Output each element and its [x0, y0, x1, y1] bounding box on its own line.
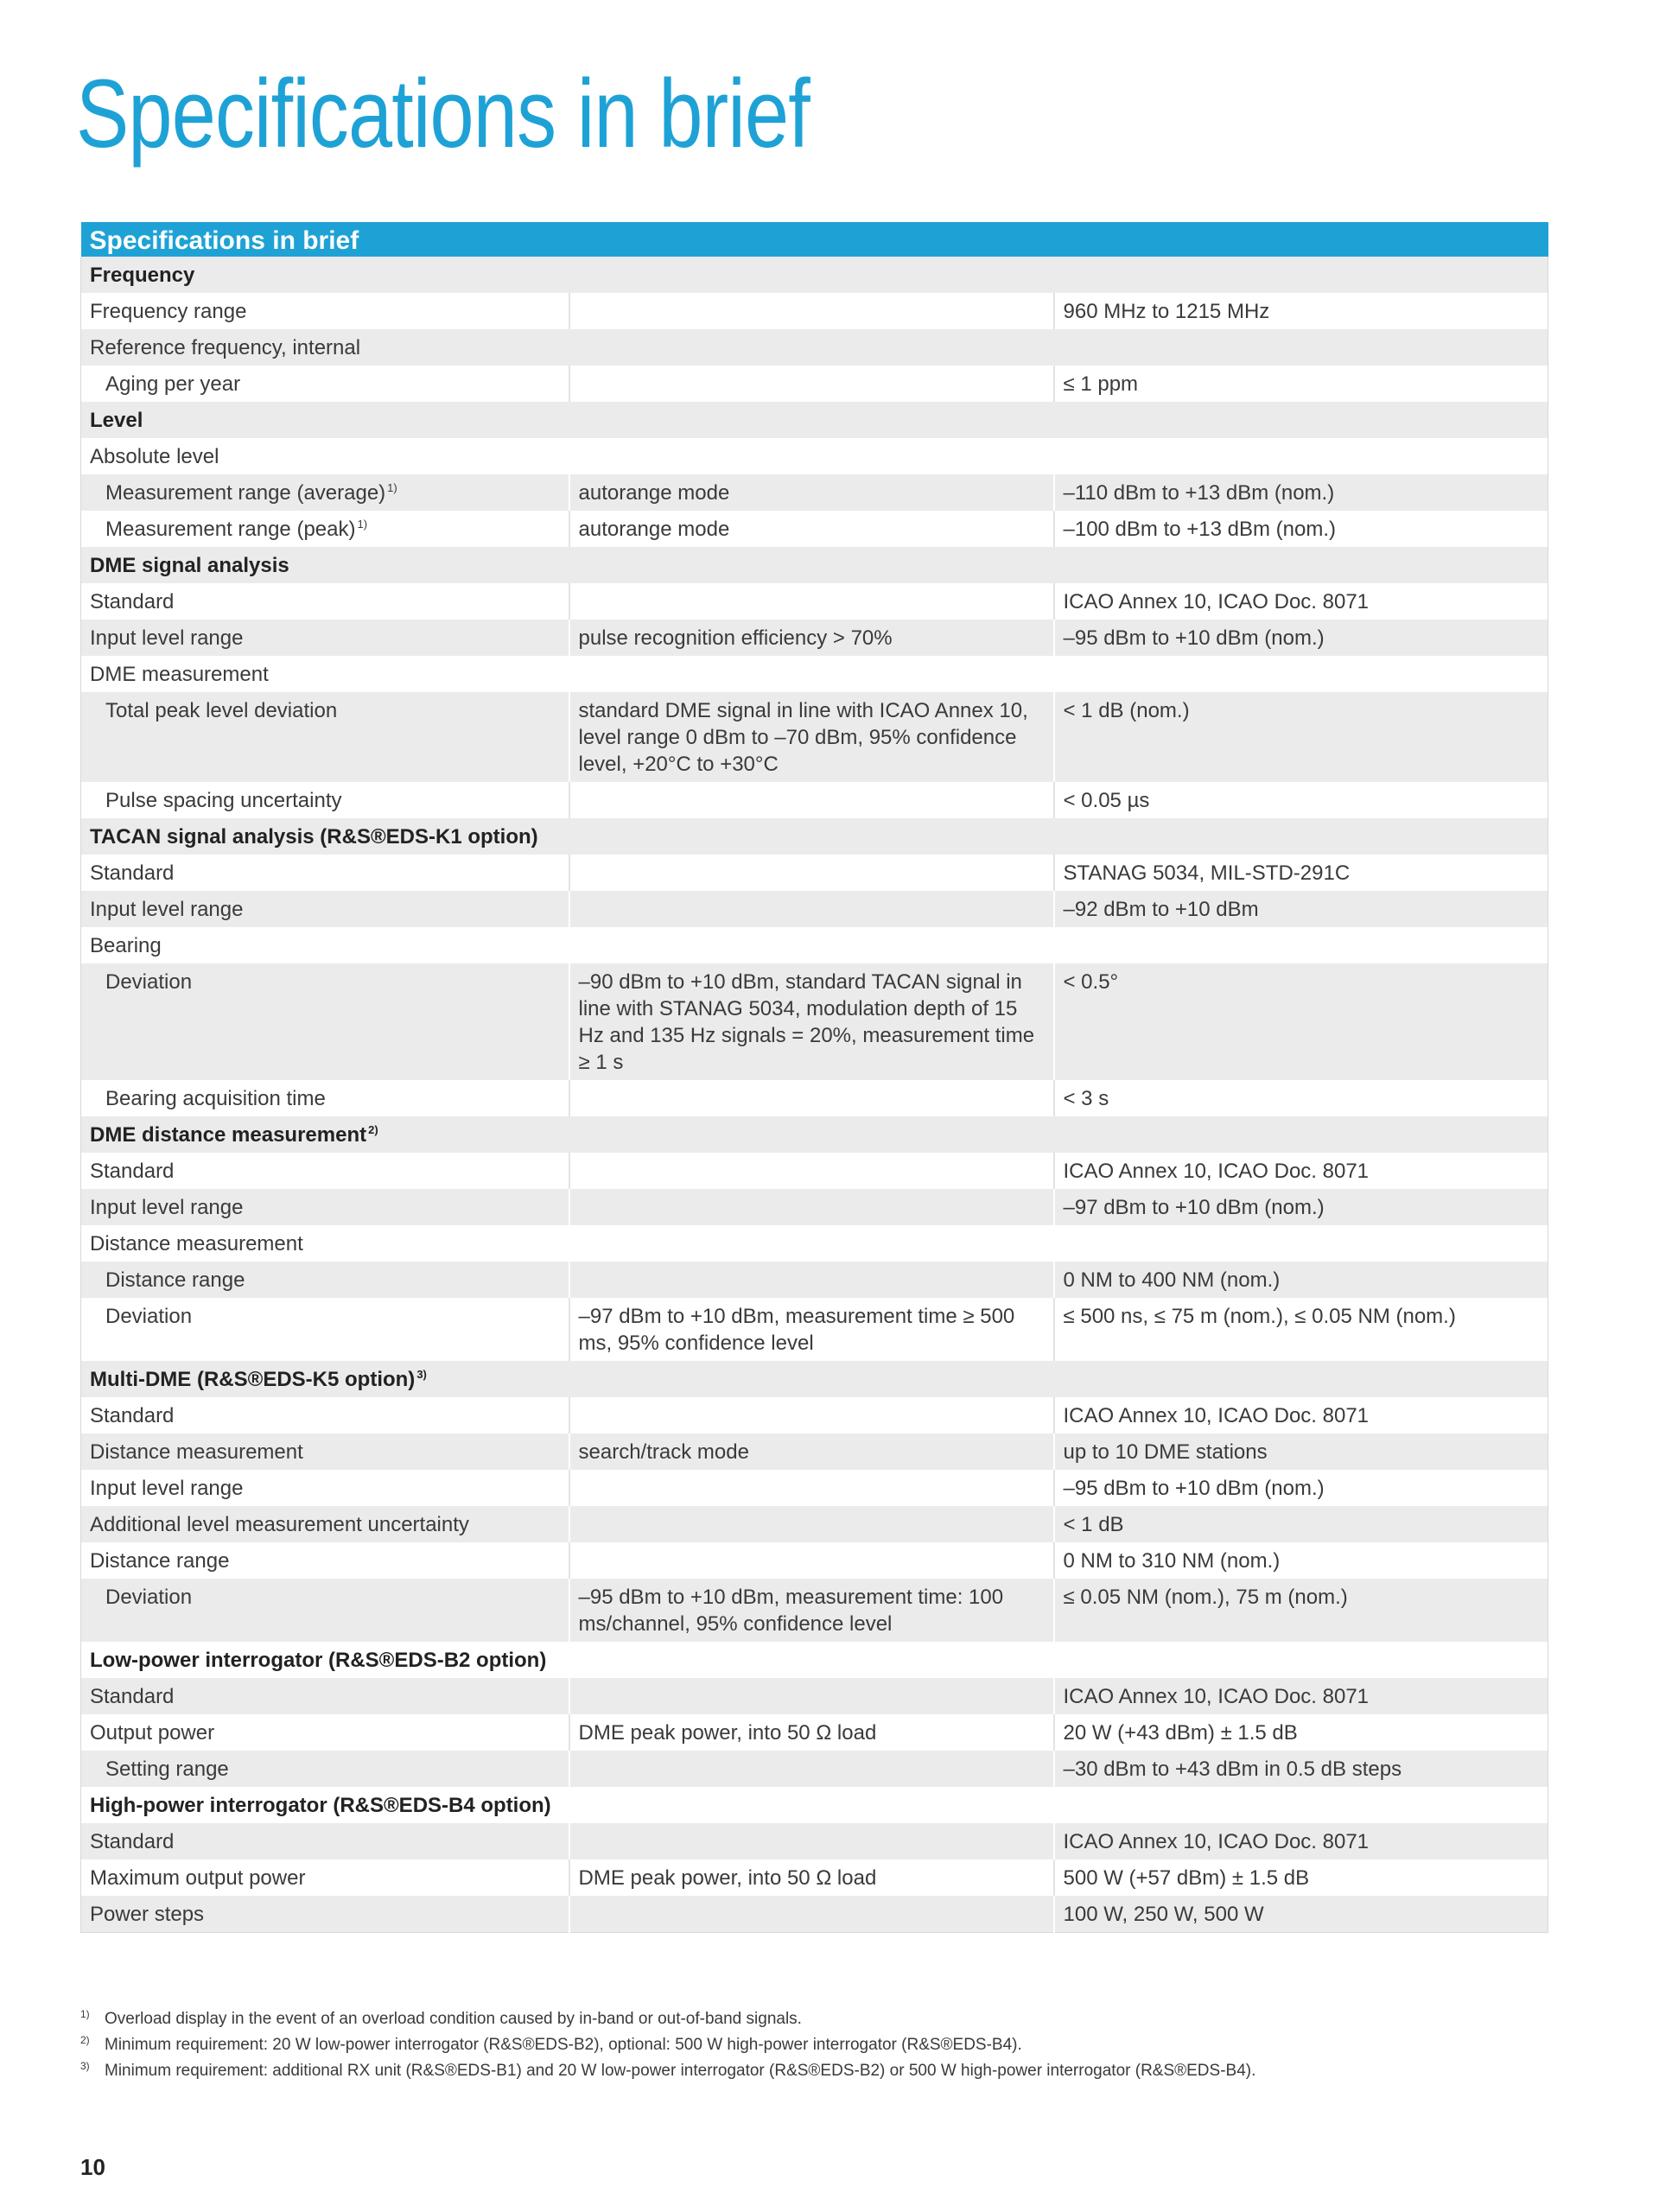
- subsection-label: [81, 1225, 1548, 1262]
- condition-cell: [569, 1896, 1054, 1933]
- row-label: DME signal analysis: [90, 554, 289, 577]
- condition-cell: DME peak power, into 50 Ω load: [569, 1714, 1054, 1751]
- value-cell: STANAG 5034, MIL-STD-291C: [1054, 855, 1548, 891]
- section-row: [81, 547, 1548, 583]
- row-label: Pulse spacing uncertainty: [105, 789, 342, 812]
- section-row: [81, 1642, 1548, 1678]
- row-label: Distance range: [105, 1268, 245, 1292]
- condition-cell: [569, 1678, 1054, 1714]
- table-row: [81, 1298, 1548, 1361]
- table-row: [81, 1714, 1548, 1751]
- parameter-cell: [81, 474, 569, 511]
- parameter-cell: [81, 1579, 569, 1642]
- value-cell: 100 W, 250 W, 500 W: [1054, 1896, 1548, 1933]
- parameter-cell: [81, 692, 569, 782]
- row-label: Frequency range: [90, 300, 247, 323]
- condition-cell: [569, 1751, 1054, 1787]
- value-cell: –95 dBm to +10 dBm (nom.): [1054, 620, 1548, 656]
- subsection-label: [81, 656, 1548, 692]
- table-row: [81, 1823, 1548, 1859]
- subsection-label: [81, 329, 1548, 365]
- value-cell: 20 W (+43 dBm) ± 1.5 dB: [1054, 1714, 1548, 1751]
- condition-cell: [569, 1470, 1054, 1506]
- table-row: [81, 1189, 1548, 1225]
- table-row: [81, 1262, 1548, 1298]
- value-cell: < 1 dB (nom.): [1054, 692, 1548, 782]
- parameter-cell: [81, 1678, 569, 1714]
- table-row: [81, 1506, 1548, 1542]
- section-row: [81, 1787, 1548, 1823]
- row-label: Measurement range (average): [105, 481, 386, 505]
- value-cell: –95 dBm to +10 dBm (nom.): [1054, 1470, 1548, 1506]
- footnote-ref: 1): [387, 481, 397, 494]
- table-row: [81, 620, 1548, 656]
- condition-cell: [569, 1542, 1054, 1579]
- table-row: [81, 1579, 1548, 1642]
- value-cell: ≤ 0.05 NM (nom.), 75 m (nom.): [1054, 1579, 1548, 1642]
- table-title: Specifications in brief: [81, 222, 1548, 257]
- row-label: TACAN signal analysis (R&S®EDS-K1 option): [90, 825, 538, 849]
- parameter-cell: [81, 1262, 569, 1298]
- condition-cell: autorange mode: [569, 511, 1054, 547]
- condition-cell: DME peak power, into 50 Ω load: [569, 1859, 1054, 1896]
- condition-cell: [569, 1397, 1054, 1433]
- footnote-text: Minimum requirement: 20 W low-power interrogator (R&S®EDS-B2), optional: 500 W high-power interrogator (R&S®EDS-B4).: [105, 2036, 1022, 2054]
- value-cell: up to 10 DME stations: [1054, 1433, 1548, 1470]
- footnote-ref: 1): [357, 518, 368, 531]
- condition-cell: [569, 1262, 1054, 1298]
- parameter-cell: [81, 583, 569, 620]
- row-label: Deviation: [105, 1586, 193, 1609]
- row-label: Aging per year: [105, 372, 241, 396]
- table-row: [81, 1397, 1548, 1433]
- footnotes: [80, 2006, 1549, 2084]
- table-row: [81, 1225, 1548, 1262]
- table-row: [81, 1678, 1548, 1714]
- table-row: [81, 656, 1548, 692]
- parameter-cell: [81, 293, 569, 329]
- row-label: Multi-DME (R&S®EDS-K5 option): [90, 1368, 416, 1391]
- table-row: [81, 438, 1548, 474]
- value-cell: < 1 dB: [1054, 1506, 1548, 1542]
- condition-cell: [569, 1823, 1054, 1859]
- row-label: Distance range: [90, 1549, 230, 1573]
- condition-cell: standard DME signal in line with ICAO Annex 10, level range 0 dBm to –70 dBm, 95% confidence level, +20°C to +30°C: [569, 692, 1054, 782]
- parameter-cell: [81, 782, 569, 818]
- row-label: Setting range: [105, 1758, 229, 1781]
- value-cell: ≤ 1 ppm: [1054, 365, 1548, 402]
- table-row: [81, 329, 1548, 365]
- page-title: Specifications in brief: [76, 60, 810, 168]
- value-cell: ICAO Annex 10, ICAO Doc. 8071: [1054, 1823, 1548, 1859]
- parameter-cell: [81, 511, 569, 547]
- condition-cell: [569, 1506, 1054, 1542]
- section-heading: [81, 1116, 1548, 1153]
- value-cell: ≤ 500 ns, ≤ 75 m (nom.), ≤ 0.05 NM (nom.): [1054, 1298, 1548, 1361]
- section-heading: [81, 1642, 1548, 1678]
- table-row: [81, 963, 1548, 1080]
- row-label: Maximum output power: [90, 1866, 306, 1890]
- value-cell: 500 W (+57 dBm) ± 1.5 dB: [1054, 1859, 1548, 1896]
- value-cell: ICAO Annex 10, ICAO Doc. 8071: [1054, 1153, 1548, 1189]
- parameter-cell: [81, 1433, 569, 1470]
- parameter-cell: [81, 620, 569, 656]
- row-label: Distance measurement: [90, 1440, 303, 1464]
- parameter-cell: [81, 1397, 569, 1433]
- footnote: [80, 2058, 1549, 2084]
- parameter-cell: [81, 1542, 569, 1579]
- condition-cell: –97 dBm to +10 dBm, measurement time ≥ 500 ms, 95% confidence level: [569, 1298, 1054, 1361]
- table-row: [81, 692, 1548, 782]
- table-row: [81, 1433, 1548, 1470]
- parameter-cell: [81, 365, 569, 402]
- table-row: [81, 293, 1548, 329]
- parameter-cell: [81, 855, 569, 891]
- section-heading: [81, 1787, 1548, 1823]
- condition-cell: –95 dBm to +10 dBm, measurement time: 100 ms/channel, 95% confidence level: [569, 1579, 1054, 1642]
- row-label: DME distance measurement: [90, 1123, 367, 1147]
- subsection-label: [81, 927, 1548, 963]
- condition-cell: [569, 782, 1054, 818]
- page-number: 10: [80, 2154, 105, 2180]
- section-row: [81, 818, 1548, 855]
- row-label: Deviation: [105, 970, 193, 994]
- parameter-cell: [81, 1298, 569, 1361]
- row-label: Total peak level deviation: [105, 699, 338, 722]
- table-row: [81, 1153, 1548, 1189]
- section-heading: [81, 402, 1548, 438]
- value-cell: ICAO Annex 10, ICAO Doc. 8071: [1054, 583, 1548, 620]
- footnote-text: Overload display in the event of an overload condition caused by in-band or out-of-band signals.: [105, 2010, 802, 2028]
- table-row: [81, 1542, 1548, 1579]
- section-row: [81, 1116, 1548, 1153]
- row-label: Bearing acquisition time: [105, 1087, 326, 1110]
- value-cell: < 0.5°: [1054, 963, 1548, 1080]
- table-row: [81, 474, 1548, 511]
- row-label: High-power interrogator (R&S®EDS-B4 option): [90, 1794, 551, 1817]
- table-row: [81, 1751, 1548, 1787]
- parameter-cell: [81, 1153, 569, 1189]
- parameter-cell: [81, 1506, 569, 1542]
- section-heading: [81, 547, 1548, 583]
- value-cell: 0 NM to 400 NM (nom.): [1054, 1262, 1548, 1298]
- condition-cell: [569, 1080, 1054, 1116]
- row-label: Distance measurement: [90, 1232, 303, 1255]
- condition-cell: search/track mode: [569, 1433, 1054, 1470]
- parameter-cell: [81, 1714, 569, 1751]
- row-label: Input level range: [90, 1196, 244, 1219]
- parameter-cell: [81, 1751, 569, 1787]
- value-cell: < 3 s: [1054, 1080, 1548, 1116]
- table-row: [81, 1080, 1548, 1116]
- value-cell: –110 dBm to +13 dBm (nom.): [1054, 474, 1548, 511]
- value-cell: –92 dBm to +10 dBm: [1054, 891, 1548, 927]
- value-cell: 0 NM to 310 NM (nom.): [1054, 1542, 1548, 1579]
- row-label: Standard: [90, 1830, 175, 1853]
- value-cell: –100 dBm to +13 dBm (nom.): [1054, 511, 1548, 547]
- parameter-cell: [81, 891, 569, 927]
- condition-cell: [569, 855, 1054, 891]
- table-row: [81, 927, 1548, 963]
- section-row: [81, 257, 1548, 293]
- row-label: Absolute level: [90, 445, 219, 468]
- row-label: Bearing: [90, 934, 162, 957]
- row-label: Input level range: [90, 898, 244, 921]
- footnote: [80, 2032, 1549, 2058]
- table-row: [81, 782, 1548, 818]
- condition-cell: autorange mode: [569, 474, 1054, 511]
- footnote-ref: 2): [368, 1123, 378, 1136]
- row-label: Low-power interrogator (R&S®EDS-B2 option): [90, 1649, 547, 1672]
- parameter-cell: [81, 1896, 569, 1933]
- condition-cell: –90 dBm to +10 dBm, standard TACAN signal in line with STANAG 5034, modulation depth of 15 Hz and 135 Hz signals = 20%, measurement time ≥ 1 s: [569, 963, 1054, 1080]
- table-row: [81, 891, 1548, 927]
- table-header-row: [81, 222, 1548, 257]
- section-row: [81, 1361, 1548, 1397]
- value-cell: –97 dBm to +10 dBm (nom.): [1054, 1189, 1548, 1225]
- condition-cell: pulse recognition efficiency > 70%: [569, 620, 1054, 656]
- table-row: [81, 1470, 1548, 1506]
- row-label: Output power: [90, 1721, 215, 1745]
- table-row: [81, 583, 1548, 620]
- table-row: [81, 511, 1548, 547]
- parameter-cell: [81, 1189, 569, 1225]
- row-label: Additional level measurement uncertainty: [90, 1513, 469, 1536]
- row-label: Standard: [90, 1404, 175, 1427]
- footnote-ref: 3): [416, 1368, 427, 1381]
- section-heading: [81, 1361, 1548, 1397]
- footnote: [80, 2006, 1549, 2032]
- value-cell: ICAO Annex 10, ICAO Doc. 8071: [1054, 1397, 1548, 1433]
- row-label: Standard: [90, 1685, 175, 1708]
- row-label: Level: [90, 409, 143, 432]
- footnote-mark: 1): [80, 2008, 90, 2020]
- row-label: Standard: [90, 1160, 175, 1183]
- value-cell: 960 MHz to 1215 MHz: [1054, 293, 1548, 329]
- value-cell: –30 dBm to +43 dBm in 0.5 dB steps: [1054, 1751, 1548, 1787]
- row-label: Reference frequency, internal: [90, 336, 361, 359]
- row-label: Deviation: [105, 1305, 193, 1328]
- condition-cell: [569, 583, 1054, 620]
- condition-cell: [569, 365, 1054, 402]
- condition-cell: [569, 1189, 1054, 1225]
- row-label: Frequency: [90, 264, 195, 287]
- value-cell: < 0.05 µs: [1054, 782, 1548, 818]
- subsection-label: [81, 438, 1548, 474]
- specifications-table: [80, 222, 1548, 1933]
- parameter-cell: [81, 963, 569, 1080]
- row-label: Standard: [90, 590, 175, 613]
- table-row: [81, 855, 1548, 891]
- parameter-cell: [81, 1470, 569, 1506]
- row-label: Measurement range (peak): [105, 518, 356, 541]
- footnote-text: Minimum requirement: additional RX unit (R&S®EDS-B1) and 20 W low-power interrogator (R&S®EDS-B2) or 500 W high-power interrogator (R&S®EDS-B4).: [105, 2062, 1256, 2080]
- row-label: Input level range: [90, 1477, 244, 1500]
- row-label: Standard: [90, 861, 175, 885]
- parameter-cell: [81, 1080, 569, 1116]
- section-row: [81, 402, 1548, 438]
- table-row: [81, 1896, 1548, 1933]
- condition-cell: [569, 1153, 1054, 1189]
- table-row: [81, 365, 1548, 402]
- condition-cell: [569, 891, 1054, 927]
- footnote-mark: 2): [80, 2034, 90, 2046]
- condition-cell: [569, 293, 1054, 329]
- row-label: Input level range: [90, 626, 244, 650]
- section-heading: [81, 257, 1548, 293]
- parameter-cell: [81, 1859, 569, 1896]
- row-label: Power steps: [90, 1903, 205, 1926]
- table-row: [81, 1859, 1548, 1896]
- section-heading: [81, 818, 1548, 855]
- value-cell: ICAO Annex 10, ICAO Doc. 8071: [1054, 1678, 1548, 1714]
- footnote-mark: 3): [80, 2060, 90, 2072]
- parameter-cell: [81, 1823, 569, 1859]
- row-label: DME measurement: [90, 663, 269, 686]
